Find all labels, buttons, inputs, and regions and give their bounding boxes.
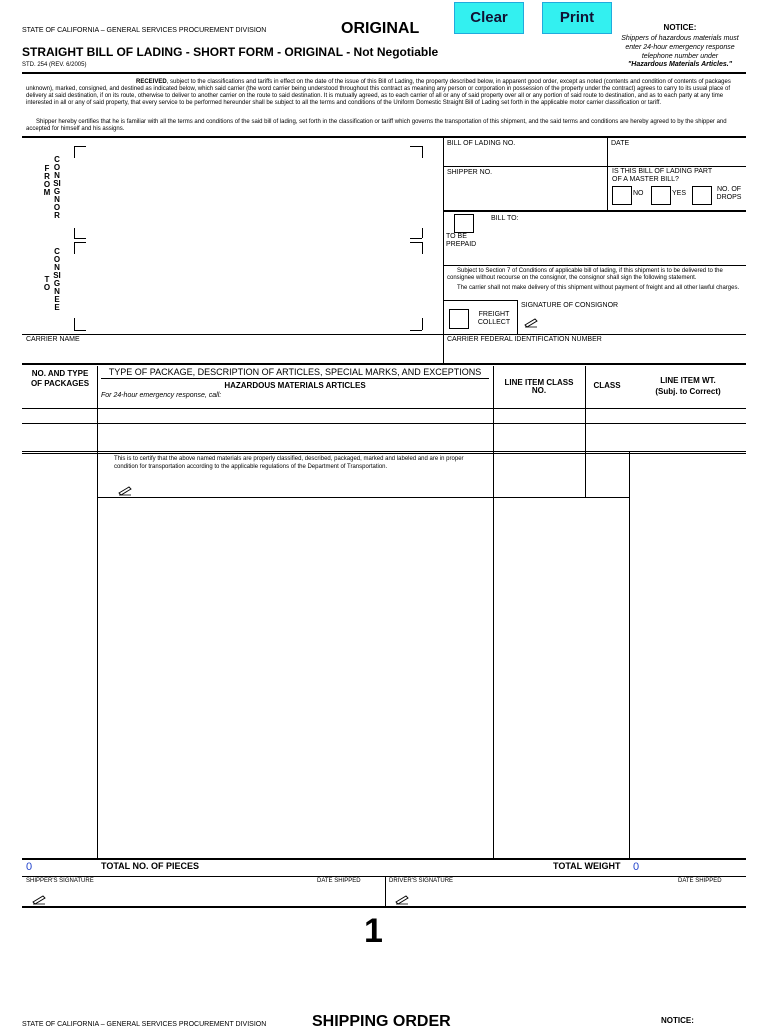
hazmat-row-1[interactable] [22, 409, 746, 423]
notice-emphasis: "Hazardous Materials Articles." [627, 61, 733, 68]
bill-to-label: BILL TO: [491, 215, 519, 222]
pen-icon [32, 893, 46, 905]
print-button[interactable]: Print [542, 2, 612, 34]
shipper-signature-field[interactable] [50, 888, 300, 904]
freight-collect-checkbox[interactable] [449, 309, 469, 329]
consignor-vertical-label: CONSIGNOR [53, 155, 61, 220]
date-shipped-label-2: DATE SHIPPED [678, 878, 722, 884]
total-weight-value[interactable]: 0 [633, 861, 640, 873]
page-number: 1 [364, 912, 383, 950]
items-entry-area[interactable] [22, 500, 746, 856]
hazmat-row-2[interactable] [22, 424, 746, 450]
total-weight-label: TOTAL WEIGHT [553, 861, 621, 871]
sig-consignor-label: SIGNATURE OF CONSIGNOR [521, 302, 619, 309]
received-text: , subject to the classifications and tariffs in effect on the date of the issue of this Bill of Lading, the property described below, in apparent good order, except as noted (contents and condition of contents of packages unknown), marked, consigned, and destined as indicated below, which said carrier (the word carrier being understood throughout this contract as meaning any person or corporation in possession of the property under the contract) agrees to carry to its usual place of delivery at said destination, if on its route, otherwise to deliver to another carrier on the route to said destination. It is mutually agreed, as to each carrier of all or any of said property over all or any portion of said route to destination, and as to each party at any time interested in all or any of said property, that every service to be performed hereunder shall be subject to all the terms and conditions of the Uniform Domestic Straight Bill of Lading set forth in the applicable motor carrier classification or tariff. [26, 79, 731, 106]
pen-icon [395, 893, 409, 905]
next-agency-name: STATE OF CALIFORNIA – GENERAL SERVICES PROCUREMENT DIVISION [22, 1021, 267, 1028]
master-bill-no-checkbox[interactable] [612, 186, 632, 205]
no-label: NO [633, 190, 644, 197]
master-bill-question: IS THIS BILL OF LADING PART OF A MASTER BILL? [612, 168, 712, 183]
carrier-fed-id-field[interactable] [447, 346, 742, 360]
header-divider [22, 72, 746, 74]
total-pieces-value[interactable]: 0 [26, 861, 33, 873]
no-of-drops-field[interactable] [692, 186, 712, 205]
carrier-name-label: CARRIER NAME [26, 336, 80, 343]
col-weight-sub: (Subj. to Correct) [655, 387, 721, 396]
no-of-drops-label: NO. OF DROPS [716, 186, 742, 201]
col-packages-header: NO. AND TYPE OF PACKAGES [30, 369, 90, 388]
form-title: STRAIGHT BILL OF LADING - SHORT FORM - ORIGINAL - Not Negotiable [22, 45, 439, 59]
date-shipped-label: DATE SHIPPED [317, 878, 361, 884]
agency-name: STATE OF CALIFORNIA – GENERAL SERVICES PROCUREMENT DIVISION [22, 27, 267, 34]
col-class-header: CLASS [593, 381, 621, 390]
form-number: STD. 254 (REV. 6/2005) [22, 62, 87, 68]
next-notice-title: NOTICE: [661, 1016, 694, 1025]
copy-label: ORIGINAL [341, 20, 420, 37]
notice-title: NOTICE: [663, 23, 697, 32]
bol-no-field[interactable] [447, 150, 603, 164]
to-be-prepaid-checkbox[interactable] [454, 214, 474, 233]
bill-to-field[interactable] [491, 226, 741, 262]
col-class-no-header: LINE ITEM CLASS NO. [504, 378, 574, 395]
driver-signature-field[interactable] [413, 888, 663, 904]
total-pieces-label: TOTAL NO. OF PIECES [101, 861, 200, 871]
notice-text: Shippers of hazardous materials must enter 24-hour emergency response telephone number under [621, 35, 739, 60]
terms-divider [22, 136, 746, 138]
consignor-signature-field[interactable] [540, 312, 740, 330]
to-vertical-label: TO [43, 275, 51, 292]
consignor-address-field[interactable] [78, 150, 418, 234]
bol-no-label: BILL OF LADING NO. [447, 140, 516, 147]
date-field[interactable] [611, 150, 741, 164]
master-bill-yes-checkbox[interactable] [651, 186, 671, 205]
shipper-no-field[interactable] [447, 180, 603, 194]
received-word: RECEIVED [136, 79, 167, 85]
freight-collect-label: FREIGHT COLLECT [477, 311, 511, 326]
shipper-signature-label: SHIPPER'S SIGNATURE [26, 878, 94, 884]
date-label: DATE [611, 140, 630, 147]
section7-text: Subject to Section 7 of Conditions of applicable bill of lading, if this shipment is to be delivered to the consignee without recourse on the consignor, the consignor shall sign the following statement. [447, 268, 723, 281]
col-description-header: TYPE OF PACKAGE, DESCRIPTION OF ARTICLES, SPECIAL MARKS, AND EXCEPTIONS [108, 367, 482, 377]
pen-icon [524, 316, 538, 328]
consignee-vertical-label: CONSIGNEE [53, 247, 61, 312]
shipper-no-label: SHIPPER NO. [447, 169, 493, 176]
from-vertical-label: FROM [43, 164, 51, 197]
next-copy-label: SHIPPING ORDER [312, 1013, 451, 1030]
to-be-prepaid-label: TO BE PREPAID [446, 233, 477, 248]
col-weight-header: LINE ITEM WT. [660, 376, 716, 385]
shipper-certify-text: Shipper hereby certifies that he is familiar with all the terms and conditions of the said bill of lading, set forth in the classification or tariff which governs the transportation of this shipment, and the said terms and conditions are hereby agreed to by the shipper and accepted for himself and his assigns. [26, 119, 727, 132]
col-hazmat-header: HAZARDOUS MATERIALS ARTICLES [224, 381, 366, 390]
carrier-name-field[interactable] [26, 346, 436, 360]
received-terms [26, 79, 742, 107]
yes-label: YES [672, 190, 687, 197]
dot-certify-text: This is to certify that the above named materials are properly classified, described, packaged, marked and labeled and are in proper condition for transportation according to the applicable regulations of the Department of Transportation. [114, 456, 464, 470]
section7-text-2: The carrier shall not make delivery of this shipment without payment of freight and all other lawful charges. [457, 285, 740, 291]
consignee-address-field[interactable] [78, 246, 418, 326]
driver-signature-label: DRIVER'S SIGNATURE [389, 878, 454, 884]
pen-icon [118, 484, 132, 496]
carrier-fed-id-label: CARRIER FEDERAL IDENTIFICATION NUMBER [447, 336, 602, 343]
parties-divider [443, 137, 444, 363]
clear-button[interactable]: Clear [454, 2, 524, 34]
emergency-call-note: For 24-hour emergency response, call: [101, 392, 222, 399]
